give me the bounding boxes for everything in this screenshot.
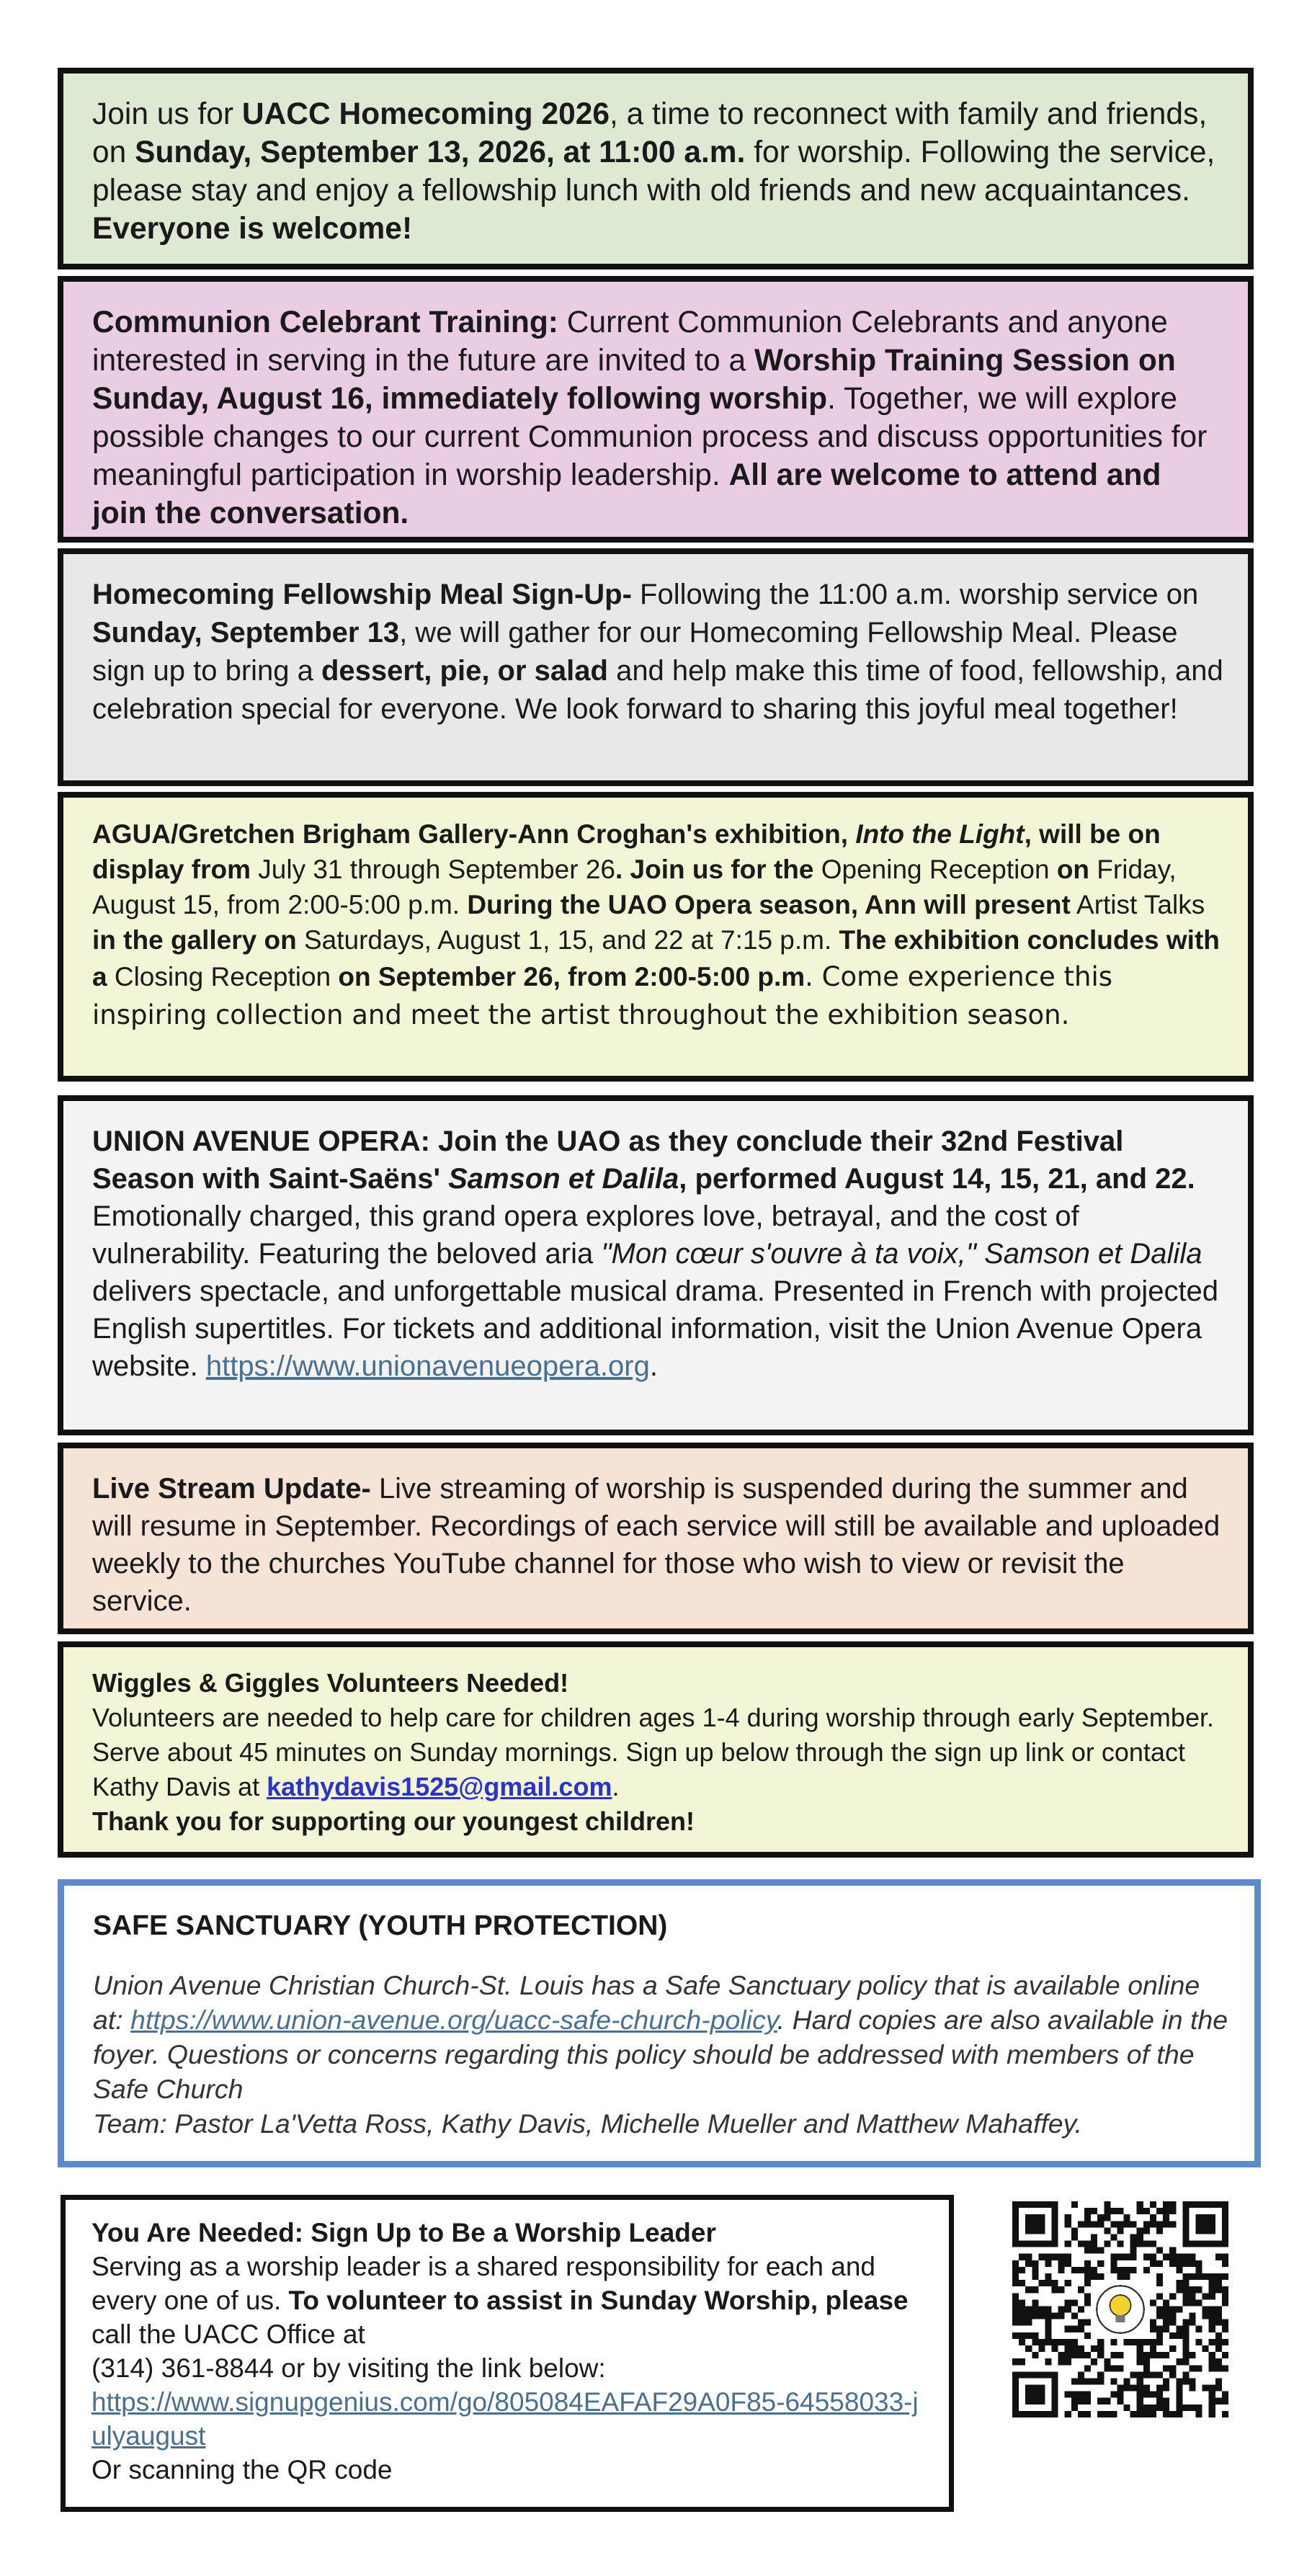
bold-text: The exhibition concludes with a [92, 925, 1220, 991]
meal-signup-box [58, 548, 1254, 786]
bold-text: in the gallery on [92, 925, 297, 955]
qr-code[interactable] [1012, 2201, 1228, 2417]
text: Current Communion Celebrants and anyone interested in serving in the future are invited to a [92, 306, 1168, 378]
text: . Together, we will explore possible changes to our current Communion process and discuss opportunities for meaningful participation in worship leadership. [92, 382, 1208, 492]
text: . Hard copies are also available in the foyer. Questions or concerns regarding this policy should be addressed with members of the Safe Church [93, 2005, 1228, 2104]
worship-leader-title: You Are Needed: Sign Up to Be a Worship Leader [92, 2218, 716, 2247]
policy-link[interactable]: https://www.union-avenue.org/uacc-safe-church-policy [130, 2005, 777, 2035]
opera-text [92, 1123, 1223, 1385]
text: . [649, 1350, 658, 1382]
team-text: Team: Pastor La'Vetta Ross, Kathy Davis, Michelle Mueller and Matthew Mahaffey. [93, 2108, 1083, 2139]
opera-title: Samson et Dalila [448, 1163, 679, 1195]
homecoming-text [92, 95, 1223, 248]
bold-text: UNION AVENUE OPERA: Join the UAO as they conclude their 32nd Festival Season with Saint-Saëns' [92, 1126, 1124, 1195]
bold-text: To volunteer to assist in Sunday Worship, please [288, 2286, 909, 2315]
text: . [612, 1772, 620, 1801]
text: , a time to reconnect with family and friends, on [92, 97, 1208, 169]
communion-text [92, 303, 1223, 532]
communion-box [58, 276, 1254, 543]
bold-text: UACC Homecoming 2026 [241, 97, 610, 131]
bold-text: During the UAO Opera season, Ann will present [467, 890, 1071, 919]
text: Serving as a worship leader is a shared responsibility for each and every one of us. [92, 2252, 875, 2315]
safe-sanctuary-box [58, 1879, 1261, 2167]
livestream-text [92, 1470, 1223, 1620]
text: call the UACC Office at [92, 2319, 365, 2349]
text: Emotionally charged, this grand opera explores love, betrayal, and the cost of vulnerability. Featuring the beloved aria [92, 1200, 1079, 1270]
wiggles-title: Wiggles & Giggles Volunteers Needed! [92, 1668, 569, 1698]
text: , we will gather for our Homecoming Fellowship Meal. Please sign up to bring a [92, 617, 1178, 687]
bold-text: on September 26, from 2:00-5:00 p.m [338, 962, 806, 991]
bold-text: Sunday, September 13 [92, 617, 400, 649]
homecoming-box [58, 68, 1254, 269]
text: for worship. Following the service, please stay and enjoy a fellowship lunch with old friends and new acquaintances. [92, 135, 1215, 208]
text: Live streaming of worship is suspended during the summer and will resume in September. Recordings of each service will still be available and uploaded weekly to the churches YouTube channel for those who wish to view or revisit the service. [92, 1473, 1220, 1617]
safe-sanctuary-title: SAFE SANCTUARY (YOUTH PROTECTION) [93, 1910, 668, 1941]
bold-text: on [1056, 855, 1090, 884]
text: Union Avenue Christian Church-St. Louis has a Safe Sanctuary policy that is available online at: [93, 1970, 1200, 2035]
text: Join us for [92, 97, 242, 131]
bold-text: , performed August 14, 15, 21, and 22. [679, 1163, 1195, 1195]
bold-text: Sunday, September 13, 2026, at 11:00 a.m. [135, 135, 746, 169]
email-link[interactable]: kathydavis1525@gmail.com [267, 1772, 612, 1801]
safe-sanctuary-text [93, 1968, 1230, 2141]
livestream-box [58, 1443, 1254, 1634]
bold-text: Worship Training Session on Sunday, August 16, immediately following worship [92, 344, 1176, 416]
text: Opening Reception [813, 855, 1057, 884]
text: Friday, August 15, from 2:00-5:00 p.m. [92, 855, 1177, 919]
bold-text: Communion Celebrant Training: [92, 306, 558, 339]
text: Artist Talks [1070, 890, 1205, 919]
bold-text: dessert, pie, or salad [321, 655, 608, 687]
bold-text: All are welcome to attend and join the conversation. [92, 458, 1161, 530]
thanks-text: Thank you for supporting our youngest children! [92, 1806, 695, 1836]
worship-leader-box [61, 2195, 954, 2512]
bold-text: . Join us for the [615, 855, 814, 884]
wiggles-text [92, 1666, 1223, 1839]
gallery-text [92, 816, 1223, 1034]
phone-text: (314) 361-8844 or by visiting the link below: [92, 2353, 606, 2383]
text: delivers spectacle, and unforgettable musical drama. Presented in French with projected English supertitles. For tickets and additional information, visit the Union Avenue Opera website. [92, 1275, 1219, 1382]
text: . Come experience this inspiring collection and meet the artist throughout the exhibition season. [92, 961, 1113, 1030]
bold-text: Homecoming Fellowship Meal Sign-Up- [92, 579, 632, 610]
text: Or scanning the QR code [92, 2455, 393, 2484]
text: Saturdays, August 1, 15, and 22 at 7:15 p.m. [296, 925, 839, 955]
text: Closing Reception [107, 962, 339, 991]
lightbulb-icon [1097, 2286, 1143, 2332]
gallery-box [58, 792, 1254, 1082]
text: and help make this time of food, fellowship, and celebration special for everyone. We look forward to sharing this joyful meal together! [92, 655, 1223, 725]
opera-website-link[interactable]: https://www.unionavenueopera.org [205, 1350, 650, 1382]
signup-link[interactable]: https://www.signupgenius.com/go/805084EAFAF29A0F85-64558033-julyaugust [92, 2387, 919, 2451]
aria-title: "Mon cœur s'ouvre à ta voix," Samson et Dalila [601, 1238, 1202, 1270]
exhibition-title: Into the Light [855, 819, 1025, 849]
text: July 31 through September 26 [251, 855, 615, 884]
bold-text: Everyone is welcome! [92, 212, 413, 246]
opera-box [58, 1095, 1254, 1435]
bold-text: , will be on display from [92, 819, 1161, 884]
text: Following the 11:00 a.m. worship service on [631, 579, 1199, 610]
wiggles-box [58, 1641, 1254, 1858]
text: Volunteers are needed to help care for children ages 1-4 during worship through early September. Serve about 45 minutes on Sunday mornings. Sign up below through the sign up link or contact Kathy Davis at [92, 1703, 1214, 1801]
bold-text: AGUA/Gretchen Brigham Gallery-Ann Croghan's exhibition, [92, 819, 856, 849]
bold-text: Live Stream Update- [92, 1473, 371, 1505]
meal-text [92, 576, 1223, 728]
worship-leader-text [92, 2216, 927, 2487]
